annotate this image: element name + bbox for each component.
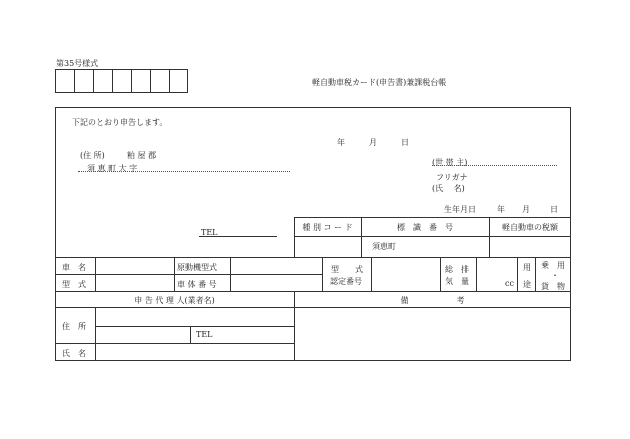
address-value2: 須 恵 町 大 字 (87, 164, 138, 173)
body-number-label: 車 体 番 号 (177, 280, 217, 289)
type-label: 型 式 (331, 265, 363, 274)
use-label2: 途 (523, 280, 531, 289)
dob-label: 生年月日 (444, 205, 476, 214)
cert-number-label: 認定番号 (330, 277, 362, 286)
passenger-cargo-dot: ・ (551, 271, 559, 280)
dob-day: 日 (550, 205, 558, 214)
date-year: 年 (337, 138, 345, 147)
setai-label: (世 帯 主) (432, 158, 468, 167)
displacement-label2: 気 量 (445, 277, 469, 286)
tax-rate-header: 軽自動車の税額 (502, 223, 558, 232)
cargo-label: 貨 物 (541, 282, 565, 291)
agent-tel-label: TEL (196, 330, 213, 339)
agent-name-label: 氏 名 (62, 349, 86, 358)
agent-address-label: 住 所 (62, 322, 86, 331)
vehicle-name-label: 車 名 (62, 263, 86, 272)
date-month: 月 (369, 138, 377, 147)
shubetsu-code-header: 種 別 コ ー ド (302, 223, 353, 232)
date-day: 日 (401, 138, 409, 147)
owner-name-label: (氏 名) (432, 184, 465, 193)
address-value1: 粕 屋 郡 (127, 151, 157, 160)
vehicle-model-label: 型 式 (62, 280, 86, 289)
form-id: 第35号様式 (56, 59, 99, 68)
owner-tel: TEL (201, 228, 218, 237)
town-label: 須恵町 (372, 242, 396, 251)
remarks-header: 備 考 (400, 296, 465, 305)
furigana-label: フリガナ (436, 173, 468, 182)
hyoshiki-header: 標 識 番 号 (397, 223, 453, 232)
engine-model-label: 原動機型式 (177, 263, 217, 272)
use-label1: 用 (523, 263, 531, 272)
displacement-label1: 総 排 (445, 265, 469, 274)
address-label: (住 所) (80, 151, 105, 160)
form-title: 軽自動車税カード(申告書)兼課税台帳 (312, 78, 447, 87)
cc-unit: cc (505, 279, 514, 288)
dob-year: 年 (497, 205, 505, 214)
passenger-label: 乗 用 (541, 261, 565, 270)
intro-text: 下記のとおり申告します。 (72, 118, 168, 127)
dob-month: 月 (522, 205, 530, 214)
agent-header: 申 告 代 理 人(業者名) (134, 296, 215, 305)
